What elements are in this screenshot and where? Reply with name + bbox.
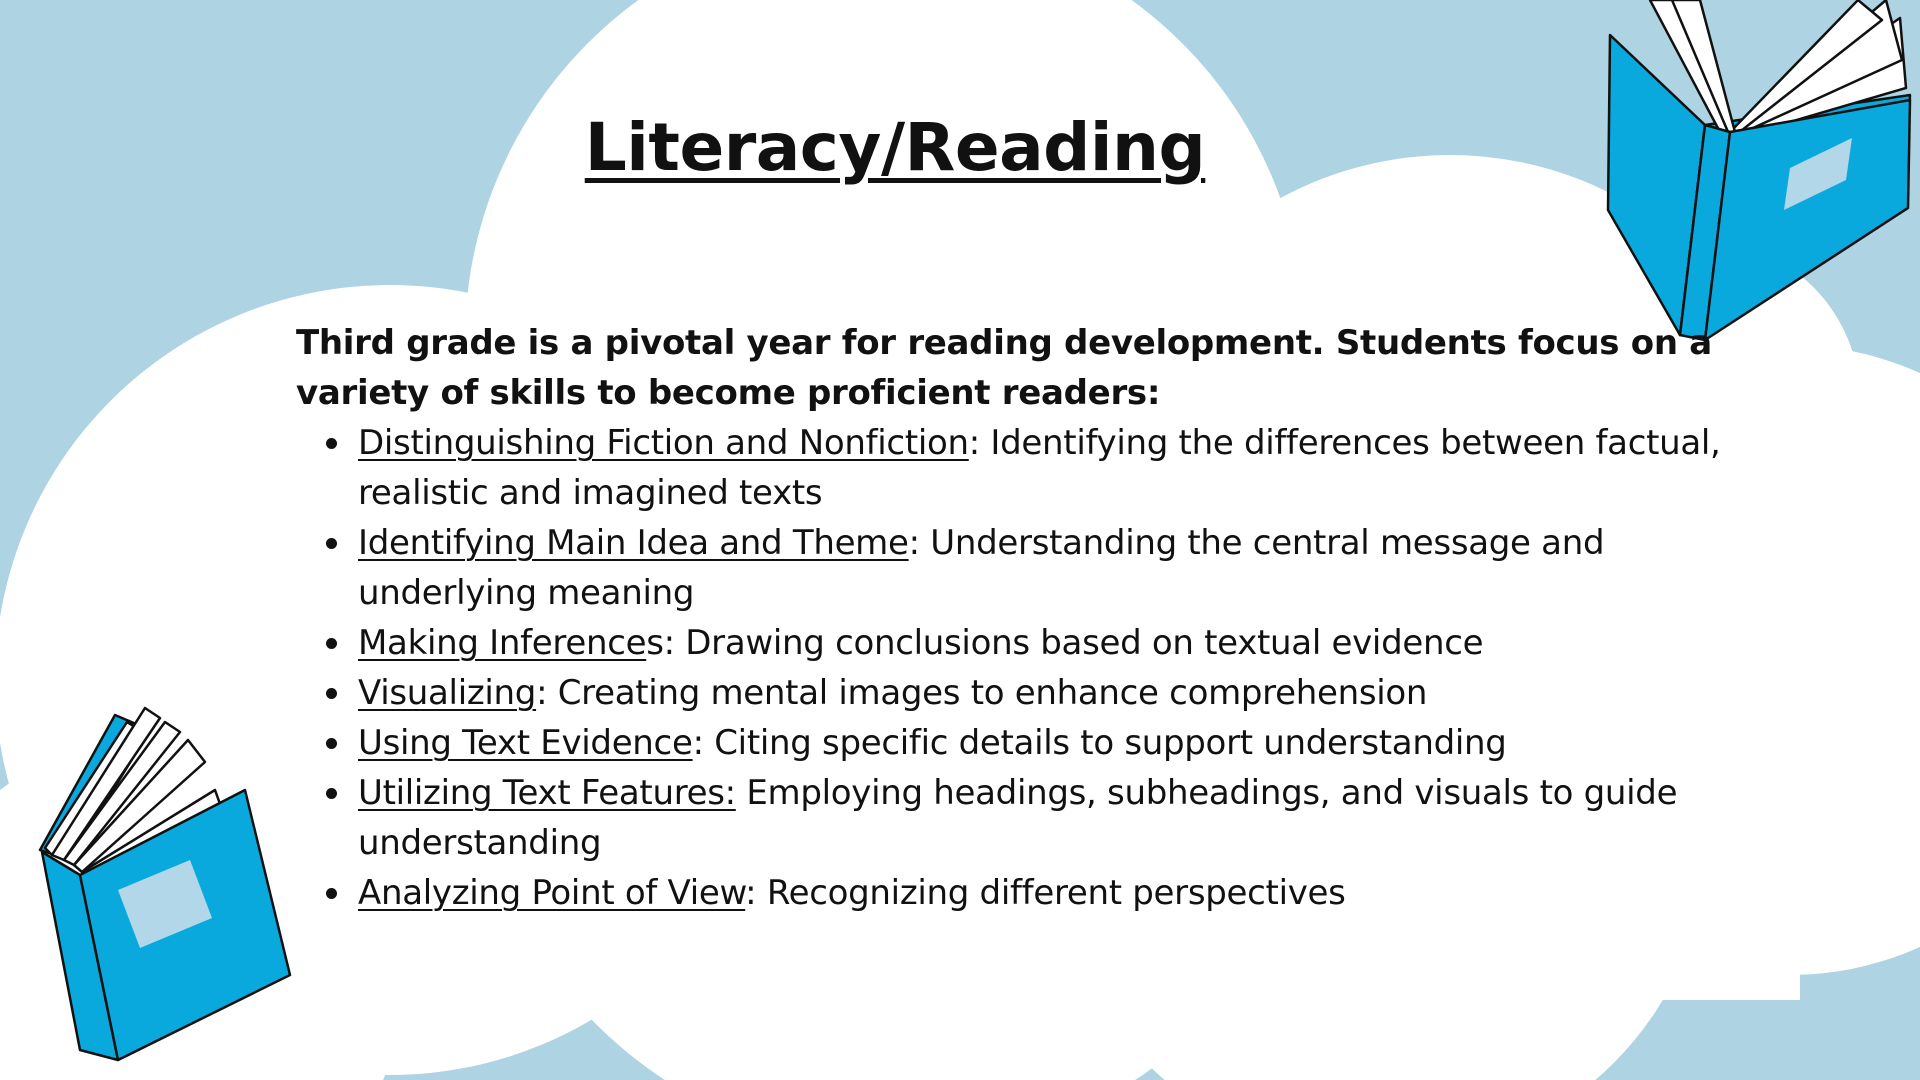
bullet-icon <box>326 538 337 549</box>
bullet-icon <box>326 738 337 749</box>
skill-term: Identifying Main Idea and Theme <box>358 523 909 563</box>
bullet-icon <box>326 638 337 649</box>
skill-term: Distinguishing Fiction and Nonfiction <box>358 423 969 463</box>
skill-description: Employing headings, subheadings, and visuals to guide understanding <box>358 773 1678 863</box>
skill-description: s: Drawing conclusions based on textual evidence <box>646 623 1484 663</box>
skill-item-point-of-view <box>296 868 1736 918</box>
bullet-icon <box>326 788 337 799</box>
skill-item-text-evidence <box>296 718 1736 768</box>
skill-item-inferences <box>296 618 1736 668</box>
bullet-icon <box>326 888 337 899</box>
open-book-icon <box>30 700 300 1070</box>
skill-description: : Creating mental images to enhance comprehension <box>536 673 1428 713</box>
skill-term: Making Inference <box>358 623 647 663</box>
bullet-icon <box>326 688 337 699</box>
skill-term: Utilizing Text Features: <box>358 773 736 813</box>
skill-description: : Understanding the central message and underlying meaning <box>358 523 1605 613</box>
page-title: Literacy/Reading <box>584 109 1206 186</box>
skill-item-text-features <box>296 768 1736 868</box>
skill-term: Analyzing Point of View <box>358 873 746 913</box>
skill-description: : Citing specific details to support understanding <box>692 723 1507 763</box>
skills-list <box>296 418 1736 918</box>
skill-description: : Recognizing different perspectives <box>745 873 1346 913</box>
skill-term: Visualizing <box>358 673 537 713</box>
intro-paragraph: Third grade is a pivotal year for reading development. Students focus on a variety of skills to become proficient readers: <box>296 323 1712 413</box>
skill-description: : Identifying the differences between factual, realistic and imagined texts <box>358 423 1721 513</box>
skill-term: Using Text Evidence <box>358 723 693 763</box>
content-block <box>296 318 1736 918</box>
bullet-icon <box>326 438 337 449</box>
skill-item-fiction-nonfiction <box>296 418 1736 518</box>
skill-item-main-idea <box>296 518 1736 618</box>
skill-item-visualizing <box>296 668 1736 718</box>
